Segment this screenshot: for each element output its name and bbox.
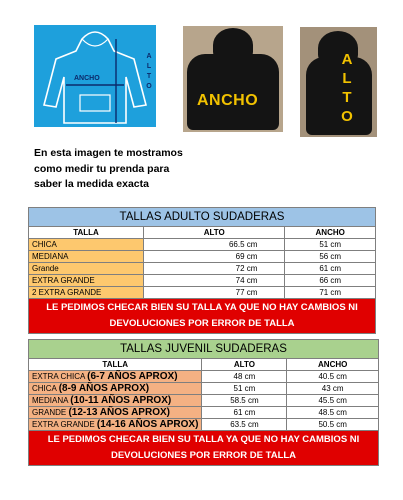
age-range: (10-11 AÑOS APROX) bbox=[70, 395, 172, 406]
hoodie-measure-diagram bbox=[34, 25, 156, 127]
intro-line: saber la medida exacta bbox=[34, 178, 149, 190]
table-row bbox=[29, 371, 379, 383]
ancho-value: 71 cm bbox=[285, 287, 376, 299]
header-alto: ALTO bbox=[202, 359, 287, 371]
ancho-value: 45.5 cm bbox=[287, 395, 379, 407]
size-name: EXTRA CHICA bbox=[32, 372, 85, 381]
header-alto: ALTO bbox=[144, 227, 285, 239]
ancho-value: 66 cm bbox=[285, 275, 376, 287]
ancho-value: 50.5 cm bbox=[287, 419, 379, 431]
table-row bbox=[29, 395, 379, 407]
alto-value: 66.5 cm bbox=[144, 239, 285, 251]
size-label: 2 EXTRA GRANDE bbox=[29, 287, 144, 299]
ancho-value: 48.5 cm bbox=[287, 407, 379, 419]
ancho-value: 51 cm bbox=[285, 239, 376, 251]
size-label bbox=[29, 419, 202, 431]
adult-warning-banner: LE PEDIMOS CHECAR BIEN SU TALLA YA QUE NO HAY CAMBIOS NI DEVOLUCIONES POR ERROR DE TALLA bbox=[29, 299, 376, 334]
header-talla: TALLA bbox=[29, 227, 144, 239]
diagram-ancho-label: ANCHO bbox=[74, 75, 100, 82]
size-label: Grande bbox=[29, 263, 144, 275]
header-ancho: ANCHO bbox=[285, 227, 376, 239]
size-label: MEDIANA bbox=[29, 251, 144, 263]
ancho-value: 43 cm bbox=[287, 383, 379, 395]
photo-alto-label: A L T O bbox=[341, 51, 353, 125]
photo-ancho-label: ANCHO bbox=[197, 92, 259, 109]
ancho-value: 56 cm bbox=[285, 251, 376, 263]
table-row bbox=[29, 419, 379, 431]
size-label: EXTRA GRANDE bbox=[29, 275, 144, 287]
size-name: EXTRA GRANDE bbox=[32, 420, 95, 429]
size-name: GRANDE bbox=[32, 408, 67, 417]
size-name: MEDIANA bbox=[32, 396, 69, 405]
hoodie-body-shape bbox=[306, 57, 372, 135]
table-row bbox=[29, 275, 376, 287]
intro-text bbox=[34, 146, 234, 193]
age-range: (8-9 AÑOS APROX) bbox=[58, 383, 150, 394]
diagram-alto-label: A L T O bbox=[146, 53, 152, 90]
age-range: (14-16 AÑOS APROX) bbox=[96, 419, 199, 430]
size-label bbox=[29, 383, 202, 395]
hoodie-front-photo bbox=[183, 26, 283, 132]
table-row bbox=[29, 383, 379, 395]
size-name: CHICA bbox=[32, 384, 57, 393]
size-label: CHICA bbox=[29, 239, 144, 251]
ancho-value: 40.5 cm bbox=[287, 371, 379, 383]
youth-size-table bbox=[28, 339, 379, 466]
alto-value: 74 cm bbox=[144, 275, 285, 287]
youth-table-title: TALLAS JUVENIL SUDADERAS bbox=[29, 340, 379, 359]
table-row bbox=[29, 263, 376, 275]
age-range: (6-7 AÑOS APROX) bbox=[87, 371, 178, 382]
adult-table-title: TALLAS ADULTO SUDADERAS bbox=[29, 208, 376, 227]
alto-value: 61 cm bbox=[202, 407, 287, 419]
intro-line: En esta imagen te mostramos bbox=[34, 147, 183, 159]
table-row bbox=[29, 407, 379, 419]
ancho-value: 61 cm bbox=[285, 263, 376, 275]
intro-line: como medir tu prenda para bbox=[34, 162, 170, 175]
alto-value: 77 cm bbox=[144, 287, 285, 299]
hoodie-back-photo bbox=[300, 27, 377, 137]
alto-value: 69 cm bbox=[144, 251, 285, 263]
size-label bbox=[29, 395, 202, 407]
alto-value: 58.5 cm bbox=[202, 395, 287, 407]
header-talla: TALLA bbox=[29, 359, 202, 371]
alto-value: 72 cm bbox=[144, 263, 285, 275]
table-row bbox=[29, 251, 376, 263]
header-ancho: ANCHO bbox=[287, 359, 379, 371]
alto-value: 51 cm bbox=[202, 383, 287, 395]
youth-warning-banner: LE PEDIMOS CHECAR BIEN SU TALLA YA QUE NO HAY CAMBIOS NI DEVOLUCIONES POR ERROR DE TALLA bbox=[29, 431, 379, 466]
alto-value: 63.5 cm bbox=[202, 419, 287, 431]
size-label bbox=[29, 371, 202, 383]
table-row bbox=[29, 287, 376, 299]
adult-size-table bbox=[28, 207, 376, 334]
alto-value: 48 cm bbox=[202, 371, 287, 383]
age-range: (12-13 AÑOS APROX) bbox=[68, 407, 170, 418]
table-row bbox=[29, 239, 376, 251]
size-label bbox=[29, 407, 202, 419]
